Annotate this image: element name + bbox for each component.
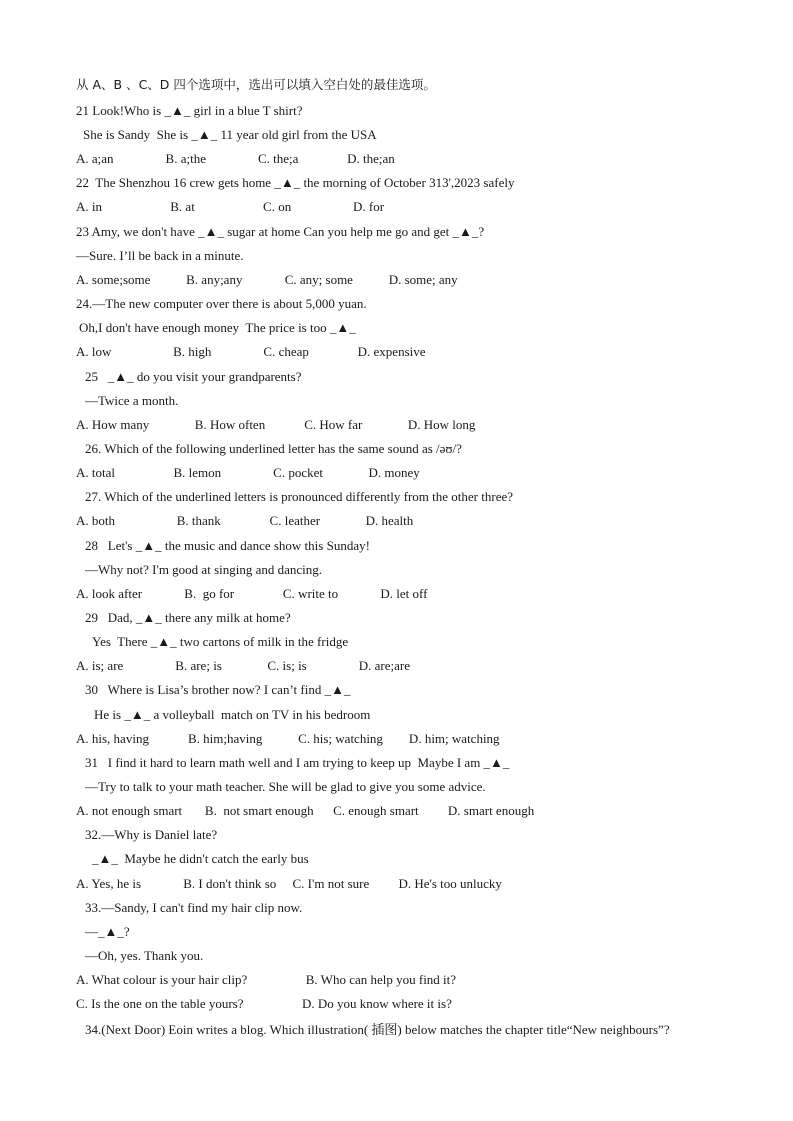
question-21-options: A. a;an B. a;the C. the;a D. the;an: [76, 151, 395, 166]
question-32-reply: _▲_ Maybe he didn't catch the early bus: [92, 851, 309, 866]
question-31-stem: 31 I find it hard to learn math well and I am trying to keep up Maybe I am _▲_: [85, 755, 510, 770]
question-30-reply: He is _▲_ a volleyball match on TV in his bedroom: [94, 707, 371, 722]
question-33-reply-1: —_▲_?: [85, 924, 130, 939]
question-29-options: A. is; are B. are; is C. is; is D. are;are: [76, 658, 410, 673]
question-26-options: A. total B. lemon C. pocket D. money: [76, 465, 420, 480]
question-26-stem: 26. Which of the following underlined letter has the same sound as /əʊ/?: [85, 441, 462, 456]
question-23-reply: —Sure. I’ll be back in a minute.: [76, 248, 244, 263]
question-27-stem: 27. Which of the underlined letters is pronounced differently from the other three?: [85, 489, 514, 504]
question-28-reply: —Why not? I'm good at singing and dancing.: [85, 562, 323, 577]
question-21-reply: She is Sandy She is _▲_ 11 year old girl from the USA: [83, 127, 377, 142]
question-28-options: A. look after B. go for C. write to D. let off: [76, 586, 428, 601]
question-33-options-ab: A. What colour is your hair clip? B. Who can help you find it?: [76, 972, 457, 987]
question-31-options: A. not enough smart B. not smart enough C. enough smart D. smart enough: [76, 803, 535, 818]
question-24-stem: 24.—The new computer over there is about 5,000 yuan.: [76, 296, 367, 311]
question-24-options: A. low B. high C. cheap D. expensive: [76, 344, 426, 359]
question-22-options: A. in B. at C. on D. for: [76, 199, 385, 214]
question-30-options: A. his, having B. him;having C. his; watching D. him; watching: [76, 731, 500, 746]
question-29-reply: Yes There _▲_ two cartons of milk in the fridge: [92, 634, 349, 649]
question-32-stem: 32.—Why is Daniel late?: [85, 827, 218, 842]
question-28-stem: 28 Let's _▲_ the music and dance show this Sunday!: [85, 538, 370, 553]
question-33-options-cd: C. Is the one on the table yours? D. Do you know where it is?: [76, 996, 452, 1011]
question-25-reply: —Twice a month.: [85, 393, 179, 408]
question-24-reply: Oh,I don't have enough money The price is too _▲_: [79, 320, 356, 335]
question-31-reply: —Try to talk to your math teacher. She will be glad to give you some advice.: [85, 779, 486, 794]
question-25-options: A. How many B. How often C. How far D. How long: [76, 417, 476, 432]
question-32-options: A. Yes, he is B. I don't think so C. I'm not sure D. He's too unlucky: [76, 876, 502, 891]
question-27-options: A. both B. thank C. leather D. health: [76, 513, 414, 528]
question-33-reply-2: —Oh, yes. Thank you.: [85, 948, 204, 963]
question-30-stem: 30 Where is Lisa’s brother now? I can’t find _▲_: [85, 682, 351, 697]
question-34-stem: 34.(Next Door) Eoin writes a blog. Which illustration( 插图) below matches the chapter title“New neighbours”?: [85, 1022, 670, 1037]
question-25-stem: 25 _▲_ do you visit your grandparents?: [85, 369, 302, 384]
instruction-heading: 从 A、B 、C、D 四个选项中，选出可以填入空白处的最佳选项。: [76, 77, 436, 92]
question-33-stem: 33.—Sandy, I can't find my hair clip now.: [85, 900, 303, 915]
question-23-stem: 23 Amy, we don't have _▲_ sugar at home Can you help me go and get _▲_?: [76, 224, 485, 239]
question-23-options: A. some;some B. any;any C. any; some D. some; any: [76, 272, 458, 287]
question-21-stem: 21 Look!Who is _▲_ girl in a blue T shirt?: [76, 103, 303, 118]
question-29-stem: 29 Dad, _▲_ there any milk at home?: [85, 610, 291, 625]
question-22-stem: 22 The Shenzhou 16 crew gets home _▲_ the morning of October 313',2023 safely: [76, 175, 515, 190]
